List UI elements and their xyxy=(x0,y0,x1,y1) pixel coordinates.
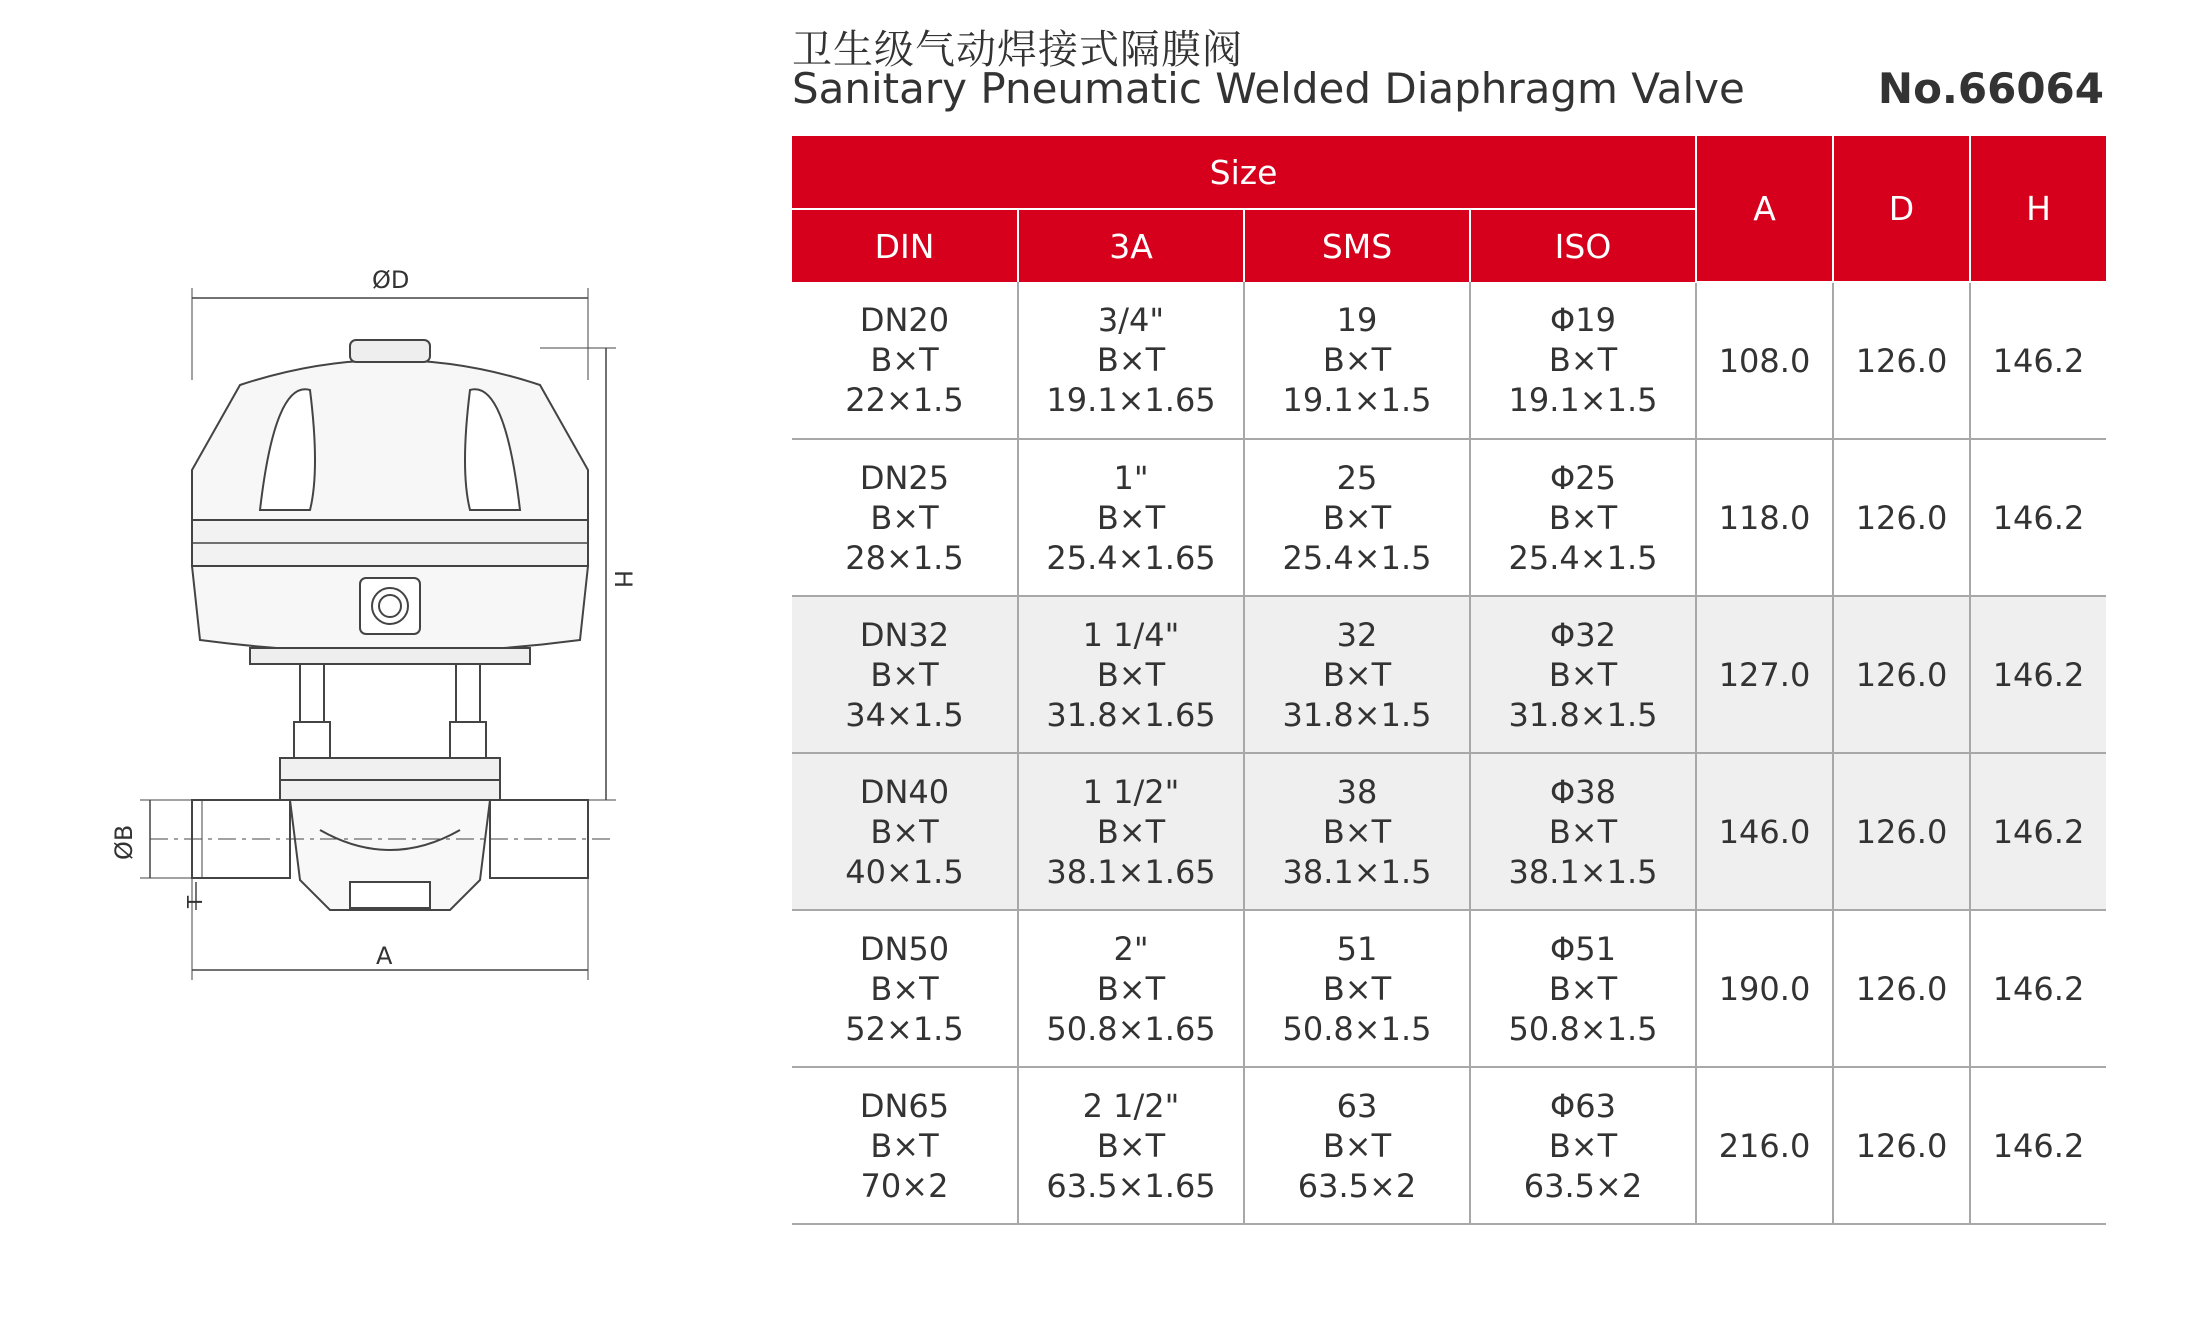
actuator-dome xyxy=(192,360,588,520)
cell-din: DN65 B×T 70×2 xyxy=(792,1067,1018,1224)
column-header-sms: SMS xyxy=(1244,209,1470,282)
cell-iso: Φ63 B×T 63.5×2 xyxy=(1470,1067,1696,1224)
cell-din: DN25 B×T 28×1.5 xyxy=(792,439,1018,596)
cell-din: DN50 B×T 52×1.5 xyxy=(792,910,1018,1067)
cell-din: DN32 B×T 34×1.5 xyxy=(792,596,1018,753)
size-header: Size xyxy=(792,136,1696,209)
cell-iso: Φ19 B×T 19.1×1.5 xyxy=(1470,282,1696,439)
cell-3a: 1 1/4" B×T 31.8×1.65 xyxy=(1018,596,1244,753)
cell-d: 126.0 xyxy=(1833,910,1970,1067)
cell-sms: 63 B×T 63.5×2 xyxy=(1244,1067,1470,1224)
cell-a: 216.0 xyxy=(1696,1067,1833,1224)
model-number: No.66064 xyxy=(1877,64,2104,113)
table-row xyxy=(792,910,2106,1067)
cell-sms: 38 B×T 38.1×1.5 xyxy=(1244,753,1470,910)
table-row xyxy=(792,439,2106,596)
cell-a: 127.0 xyxy=(1696,596,1833,753)
valve-technical-drawing xyxy=(110,270,670,1010)
cell-sms: 19 B×T 19.1×1.5 xyxy=(1244,282,1470,439)
cell-sms: 51 B×T 50.8×1.5 xyxy=(1244,910,1470,1067)
cell-din: DN20 B×T 22×1.5 xyxy=(792,282,1018,439)
label-h: H xyxy=(609,570,637,589)
cell-a: 118.0 xyxy=(1696,439,1833,596)
label-d: ØD xyxy=(372,270,410,294)
cell-3a: 1" B×T 25.4×1.65 xyxy=(1018,439,1244,596)
cell-a: 190.0 xyxy=(1696,910,1833,1067)
cell-h: 146.2 xyxy=(1970,282,2106,439)
cell-sms: 32 B×T 31.8×1.5 xyxy=(1244,596,1470,753)
cell-h: 146.2 xyxy=(1970,753,2106,910)
cell-3a: 2 1/2" B×T 63.5×1.65 xyxy=(1018,1067,1244,1224)
cell-3a: 2" B×T 50.8×1.65 xyxy=(1018,910,1244,1067)
cell-d: 126.0 xyxy=(1833,596,1970,753)
column-header-a: A xyxy=(1696,136,1833,282)
column-header-iso: ISO xyxy=(1470,209,1696,282)
cell-3a: 3/4" B×T 19.1×1.65 xyxy=(1018,282,1244,439)
label-t: T xyxy=(183,895,207,908)
cell-h: 146.2 xyxy=(1970,910,2106,1067)
cell-3a: 1 1/2" B×T 38.1×1.65 xyxy=(1018,753,1244,910)
cell-h: 146.2 xyxy=(1970,596,2106,753)
actuator-base-plate xyxy=(250,648,530,664)
cell-iso: Φ32 B×T 31.8×1.5 xyxy=(1470,596,1696,753)
column-header-h: H xyxy=(1970,136,2106,282)
table-row xyxy=(792,282,2106,439)
cell-d: 126.0 xyxy=(1833,1067,1970,1224)
table-row xyxy=(792,1067,2106,1224)
cell-a: 146.0 xyxy=(1696,753,1833,910)
table-row xyxy=(792,753,2106,910)
cell-sms: 25 B×T 25.4×1.5 xyxy=(1244,439,1470,596)
column-header-d: D xyxy=(1833,136,1970,282)
column-header-din: DIN xyxy=(792,209,1018,282)
cell-iso: Φ38 B×T 38.1×1.5 xyxy=(1470,753,1696,910)
column-header-3a: 3A xyxy=(1018,209,1244,282)
title-english: Sanitary Pneumatic Welded Diaphragm Valve xyxy=(792,64,1745,113)
specification-table xyxy=(792,136,2106,1225)
cell-d: 126.0 xyxy=(1833,439,1970,596)
cell-iso: Φ25 B×T 25.4×1.5 xyxy=(1470,439,1696,596)
cell-h: 146.2 xyxy=(1970,1067,2106,1224)
dome-cap xyxy=(350,340,430,362)
cell-d: 126.0 xyxy=(1833,282,1970,439)
table-row xyxy=(792,596,2106,753)
cell-a: 108.0 xyxy=(1696,282,1833,439)
label-a: A xyxy=(376,942,393,970)
cell-d: 126.0 xyxy=(1833,753,1970,910)
cell-h: 146.2 xyxy=(1970,439,2106,596)
label-b: ØB xyxy=(110,824,138,860)
cell-din: DN40 B×T 40×1.5 xyxy=(792,753,1018,910)
title-chinese: 卫生级气动焊接式隔膜阀 xyxy=(792,27,1243,73)
pipe-end-left xyxy=(192,800,290,878)
cell-iso: Φ51 B×T 50.8×1.5 xyxy=(1470,910,1696,1067)
